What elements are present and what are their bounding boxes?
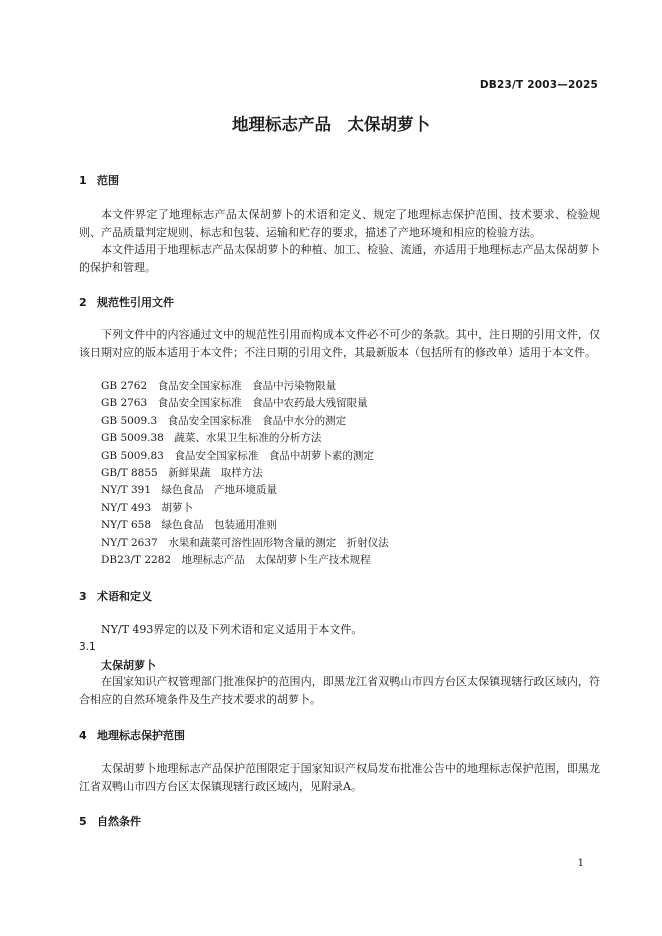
reference-item: GB/T 8855 新鲜果蔬 取样方法	[101, 466, 263, 479]
terms-intro: NY/T 493界定的以及下列术语和定义适用于本文件。	[101, 623, 363, 636]
reference-item: GB 5009.83 食品安全国家标准 食品中胡萝卜素的测定	[101, 449, 374, 462]
protection-scope-paragraph: 太保胡萝卜地理标志产品保护范围限定于国家知识产权局发布批准公告中的地理标志保护范围，即黑龙江省双鸭山市四方台区太保镇现辖行政区域内，见附录A。	[79, 762, 600, 793]
section-number: 5	[79, 815, 87, 828]
section-number: 1	[79, 174, 87, 187]
reference-item: GB 5009.3 食品安全国家标准 食品中水分的测定	[101, 414, 347, 427]
page-title: 地理标志产品 太保胡萝卜	[232, 115, 430, 134]
section-heading-normative-references	[79, 294, 174, 310]
reference-item: NY/T 493 胡萝卜	[101, 501, 194, 514]
references-intro: 下列文件中的内容通过文中的规范性引用而构成本文件必不可少的条款。其中，注日期的引用文件，仅该日期对应的版本适用于本文件；不注日期的引用文件，其最新版本（包括所有的修改单）适用于本文件。	[79, 328, 600, 359]
page-number: 1	[577, 858, 584, 869]
section-title: 范围	[97, 174, 119, 187]
term-definition: 在国家知识产权管理部门批准保护的范围内，即黑龙江省双鸭山市四方台区太保镇现辖行政区域内，符合相应的自然环境条件及生产技术要求的胡萝卜。	[79, 675, 600, 706]
reference-item: DB23/T 2282 地理标志产品 太保胡萝卜生产技术规程	[101, 553, 371, 566]
section-heading-natural-conditions	[79, 813, 141, 829]
section-heading-terms	[79, 588, 152, 604]
section-title: 地理标志保护范围	[97, 729, 185, 742]
reference-item: NY/T 2637 水果和蔬菜可溶性固形物含量的测定 折射仪法	[101, 536, 389, 549]
section-title: 规范性引用文件	[97, 296, 174, 309]
section-title: 自然条件	[97, 815, 141, 828]
reference-item: NY/T 391 绿色食品 产地环境质量	[101, 484, 278, 497]
section-heading-scope	[79, 172, 119, 188]
section-number: 4	[79, 729, 87, 742]
reference-item: GB 5009.38 蔬菜、水果卫生标准的分析方法	[101, 432, 322, 445]
scope-paragraph-1: 本文件界定了地理标志产品太保胡萝卜的术语和定义、规定了地理标志保护范围、技术要求、检验规则、产品质量判定规则、标志和包装、运输和贮存的要求，描述了产地环境和相应的检验方法。	[79, 208, 600, 239]
document-code: DB23/T 2003—2025	[479, 79, 598, 91]
reference-item: GB 2762 食品安全国家标准 食品中污染物限量	[101, 380, 337, 392]
section-number: 2	[79, 296, 87, 309]
scope-paragraph-2: 本文件适用于地理标志产品太保胡萝卜的种植、加工、检验、流通，亦适用于地理标志产品太保胡萝卜的保护和管理。	[79, 243, 600, 274]
reference-item: GB 2763 食品安全国家标准 食品中农药最大残留限量	[101, 397, 368, 410]
term-number: 3.1	[79, 641, 96, 653]
reference-list	[101, 378, 389, 569]
section-title: 术语和定义	[97, 590, 152, 603]
section-number: 3	[79, 590, 87, 603]
reference-item: NY/T 658 绿色食品 包装通用准则	[101, 519, 278, 532]
section-heading-protection-scope	[79, 727, 185, 743]
term-name: 太保胡萝卜	[101, 659, 156, 672]
